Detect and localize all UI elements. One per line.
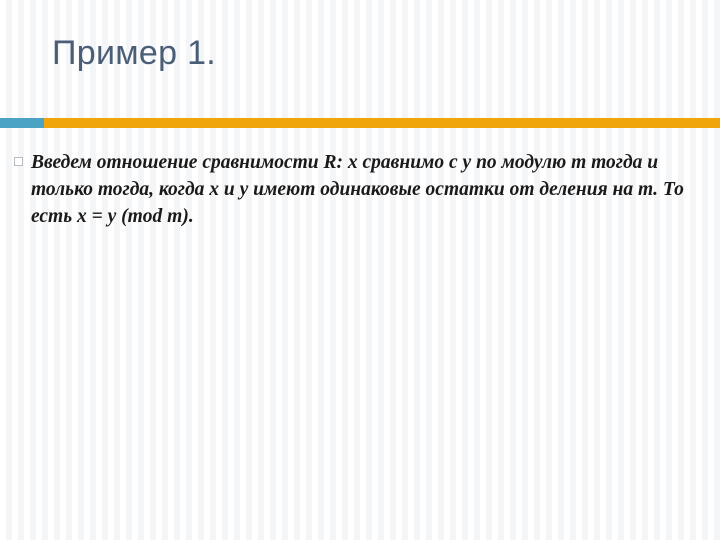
divider-accent-left [0,118,44,128]
divider-accent-right [44,118,720,128]
square-bullet-icon [14,157,23,166]
content-bullet-item [12,150,712,231]
title-divider [0,118,720,128]
page-title: Пример 1. [52,34,217,72]
bullet-text: Введем отношение сравнимости R: x сравнимо с y по модулю m тогда и только тогда, когда x и y имеют одинаковые остатки от деления на m. То есть x = y (mod m). [31,152,684,227]
